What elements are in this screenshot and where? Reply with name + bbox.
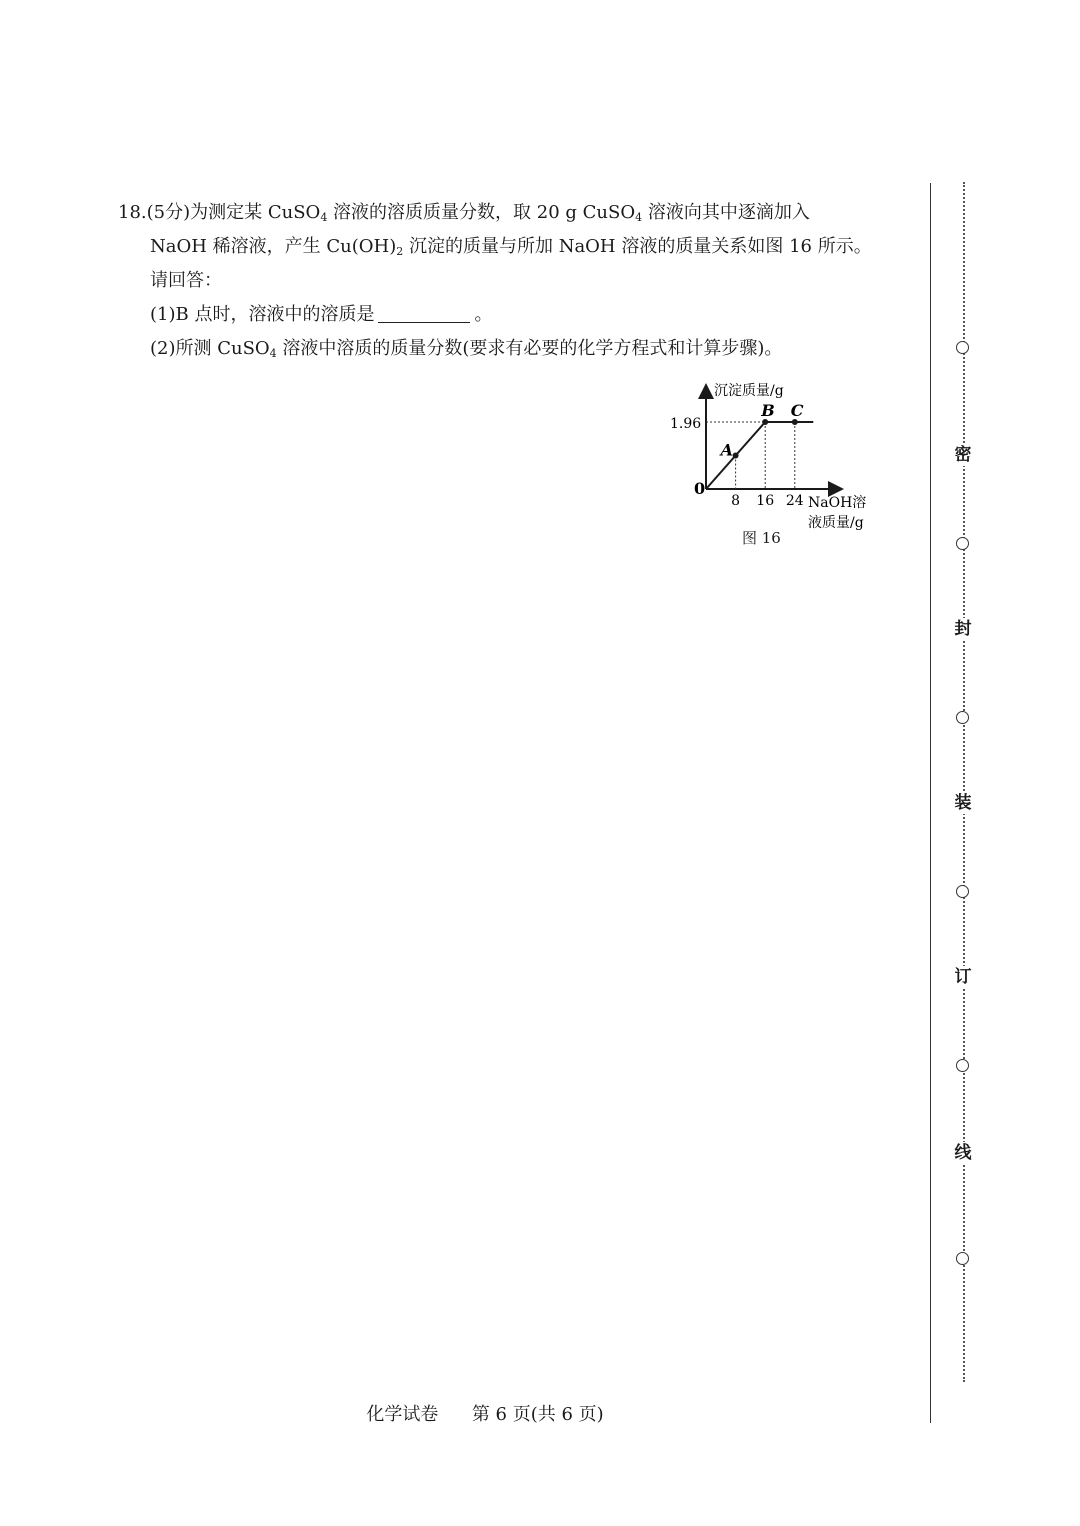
question-text: NaOH 稀溶液，产生 Cu(OH) — [150, 236, 397, 257]
binding-circle — [956, 341, 969, 354]
binding-char: 订 — [950, 966, 976, 988]
point-label-b: B — [761, 400, 775, 420]
question-text: (2)所测 CuSO — [150, 338, 270, 359]
question-18 — [118, 196, 888, 366]
question-text: 。 — [474, 304, 493, 325]
question-number: 18. — [118, 202, 147, 223]
figure-caption: 图 16 — [742, 529, 781, 547]
binding-char: 封 — [950, 618, 976, 640]
point-label-c: C — [790, 400, 804, 420]
page-footer — [0, 1400, 970, 1426]
footer-page-number: 第 6 页(共 6 页) — [471, 1404, 604, 1425]
sub-question-2 — [118, 332, 888, 366]
binding-char: 线 — [950, 1142, 976, 1164]
question-score: (5分) — [146, 202, 191, 223]
question-text: 溶液向其中逐滴加入 — [642, 202, 810, 223]
x-tick-label: 16 — [756, 493, 775, 509]
binding-circle — [956, 885, 969, 898]
question-line-3 — [118, 264, 888, 298]
y-axis-label: 沉淀质量/g — [714, 383, 784, 399]
y-tick-label: 1.96 — [670, 416, 702, 432]
subscript: 4 — [635, 211, 643, 224]
question-text: 溶液的溶质质量分数，取 20 g CuSO — [327, 202, 636, 223]
answer-blank[interactable] — [378, 304, 470, 323]
binding-circle — [956, 1252, 969, 1265]
question-text: 请回答： — [150, 270, 222, 291]
x-tick-label: 8 — [731, 493, 741, 509]
subscript: 4 — [320, 211, 328, 224]
binding-char: 装 — [950, 792, 976, 814]
x-tick-label: 24 — [785, 493, 804, 509]
point-label-a: A — [720, 440, 734, 460]
origin-label: 0 — [694, 479, 706, 498]
x-axis-label-2: 液质量/g — [808, 515, 864, 531]
question-text: 为测定某 CuSO — [190, 202, 321, 223]
binding-circle — [956, 1059, 969, 1072]
subscript: 2 — [396, 245, 404, 258]
question-text: 沉淀的质量与所加 NaOH 溶液的质量关系如图 16 所示。 — [403, 236, 872, 257]
subscript: 4 — [269, 347, 277, 360]
binding-circle — [956, 711, 969, 724]
binding-line — [930, 183, 931, 1423]
question-text: (1)B 点时，溶液中的溶质是 — [150, 304, 375, 325]
x-axis-label-1: NaOH溶 — [808, 495, 867, 511]
question-line-1 — [118, 196, 888, 230]
sub-question-1 — [118, 298, 888, 332]
question-text: 溶液中溶质的质量分数(要求有必要的化学方程式和计算步骤)。 — [276, 338, 783, 359]
point-a — [733, 452, 739, 458]
binding-char: 密 — [950, 444, 976, 466]
footer-subject: 化学试卷 — [366, 1404, 439, 1425]
binding-dotted-line — [963, 182, 965, 1382]
figure-16-chart — [660, 375, 890, 535]
binding-circle — [956, 537, 969, 550]
question-line-2 — [118, 230, 888, 264]
